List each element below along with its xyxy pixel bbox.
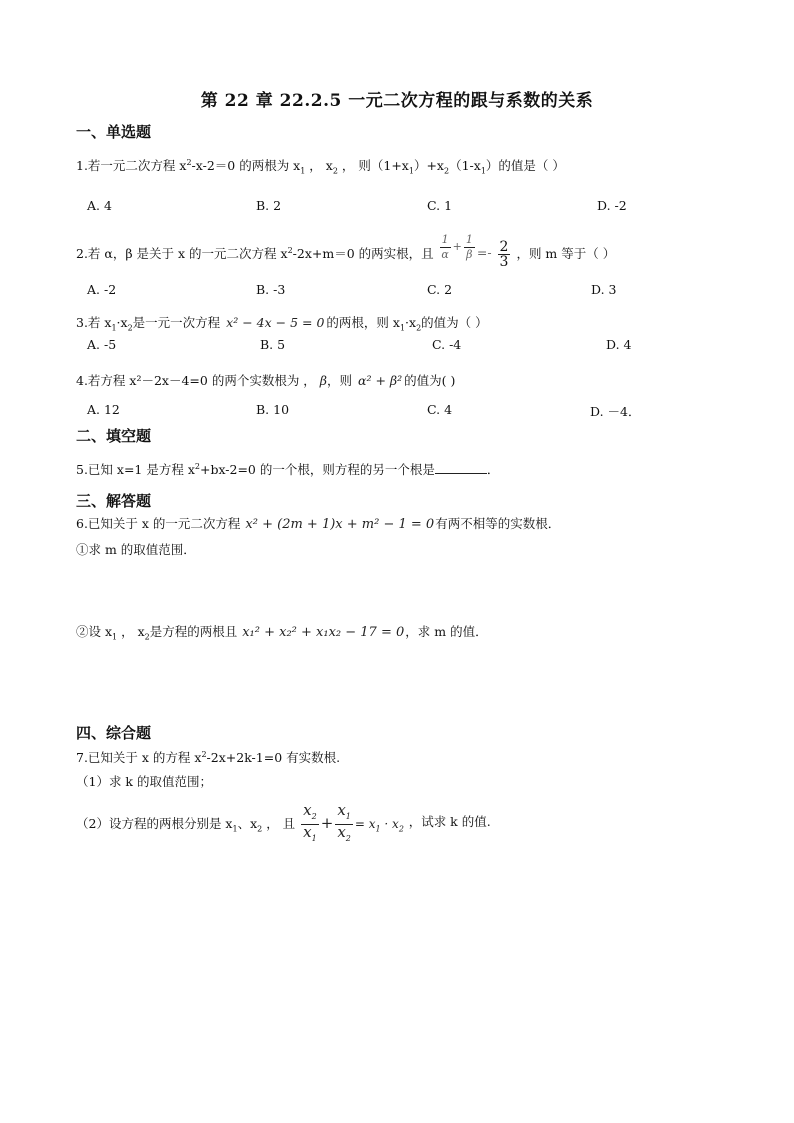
q2-option-b[interactable]: B. -3 bbox=[256, 282, 286, 297]
q4-option-d[interactable]: D. －4． bbox=[590, 404, 641, 419]
q4-option-b[interactable]: B. 10 bbox=[256, 402, 290, 417]
q4-option-c[interactable]: C. 4 bbox=[427, 402, 453, 417]
q1-option-b[interactable]: B. 2 bbox=[256, 198, 282, 213]
q7-part-1: （1）求 k 的取值范围； bbox=[76, 774, 212, 789]
q2-reciprocal-sum: $\frac{1}{\alpha}$ + $\frac{1}{\beta}$ bbox=[441, 232, 473, 261]
q7-part-2: （2）设方程的两根分别是 $x_1$、$x_2$ ， 且 $\frac{x_2}{x_1}$ + $\frac{x_1}{x_2}$ = $x_1 \cdot x_2$ ，试求 k 的值. bbox=[76, 800, 491, 843]
question-7: 7.已知关于 x 的方程 $x^2-2x+2k-1=0$ 有实数根. bbox=[76, 749, 341, 765]
q7-part-2-equation: $\frac{x_2}{x_1}$ + $\frac{x_1}{x_2}$ = $x_1 \cdot x_2$ bbox=[303, 800, 404, 843]
q3-option-b[interactable]: B. 5 bbox=[260, 337, 286, 352]
q2-option-c[interactable]: C. 2 bbox=[427, 282, 453, 297]
q2-option-d[interactable]: D. 3 bbox=[591, 282, 617, 297]
q6-part-2-equation: x₁² + x₂² + x₁x₂ − 17 = 0 bbox=[242, 625, 405, 640]
q3-option-d[interactable]: D. 4 bbox=[606, 337, 632, 352]
q6-part-1: ①求 m 的取值范围． bbox=[76, 542, 196, 557]
q1-option-a[interactable]: A. 4 bbox=[87, 198, 112, 213]
section-heading-comprehensive: 四、综合题 bbox=[76, 724, 152, 742]
q3-option-c[interactable]: C. -4 bbox=[432, 337, 462, 352]
q4-expression: α² + β² bbox=[358, 373, 403, 388]
section-heading-fill-in: 二、填空题 bbox=[76, 427, 152, 445]
question-6: 6.已知关于 x 的一元二次方程 x² + (2m + 1)x + m² − 1 = 0有两不相等的实数根． bbox=[76, 516, 561, 532]
q3-equation: x² − 4x − 5 = 0 bbox=[226, 315, 325, 330]
question-3: 3.若 $x_1\cdot x_2$是一元一次方程 x² − 4x − 5 = 0 的两根，则 $x_1\cdot x_2$的值为（ ） bbox=[76, 315, 488, 333]
q2-fraction: $\frac{2}{3}$ bbox=[499, 239, 509, 270]
section-heading-single-choice: 一、单选题 bbox=[76, 123, 152, 141]
q5-answer-blank[interactable] bbox=[435, 462, 487, 474]
section-heading-solve: 三、解答题 bbox=[76, 492, 152, 510]
q6-part-2: ②设 $x_1$ ， $x_2$是方程的两根且 x₁² + x₂² + x₁x₂ − 17 = 0，求 m 的值． bbox=[76, 624, 488, 642]
q4-option-a[interactable]: A. 12 bbox=[87, 402, 120, 417]
question-1: 1.若一元二次方程 $x^2-x-2=0$ 的两根为 $x_1$ ， $x_2$ ， 则$(1+x_1)+x_2(1-x_1)$的值是（ ） bbox=[76, 157, 565, 176]
q2-option-a[interactable]: A. -2 bbox=[87, 282, 117, 297]
q1-option-d[interactable]: D. -2 bbox=[597, 198, 627, 213]
question-2: 2.若 α，β 是关于 x 的一元二次方程 $x^2-2x+m=0$ 的两实根，且 $\frac{1}{\alpha}$ + $\frac{1}{\beta}$ =- $\frac{2}{3}$ ，则 m 等于（ ） bbox=[76, 232, 616, 270]
question-4: 4.若方程 x²－2x－4=0 的两个实数根为 ， β，则 α² + β² 的值为( ) bbox=[76, 373, 456, 388]
q1-option-c[interactable]: C. 1 bbox=[427, 198, 453, 213]
question-5: 5.已知 x=1 是方程 $x^2+bx-2=0$ 的一个根，则方程的另一个根是 ． bbox=[76, 461, 500, 477]
page-title: 第 22 章 22.2.5 一元二次方程的跟与系数的关系 bbox=[200, 91, 594, 111]
q6-equation: x² + (2m + 1)x + m² − 1 = 0 bbox=[245, 517, 435, 532]
q3-option-a[interactable]: A. -5 bbox=[87, 337, 117, 352]
